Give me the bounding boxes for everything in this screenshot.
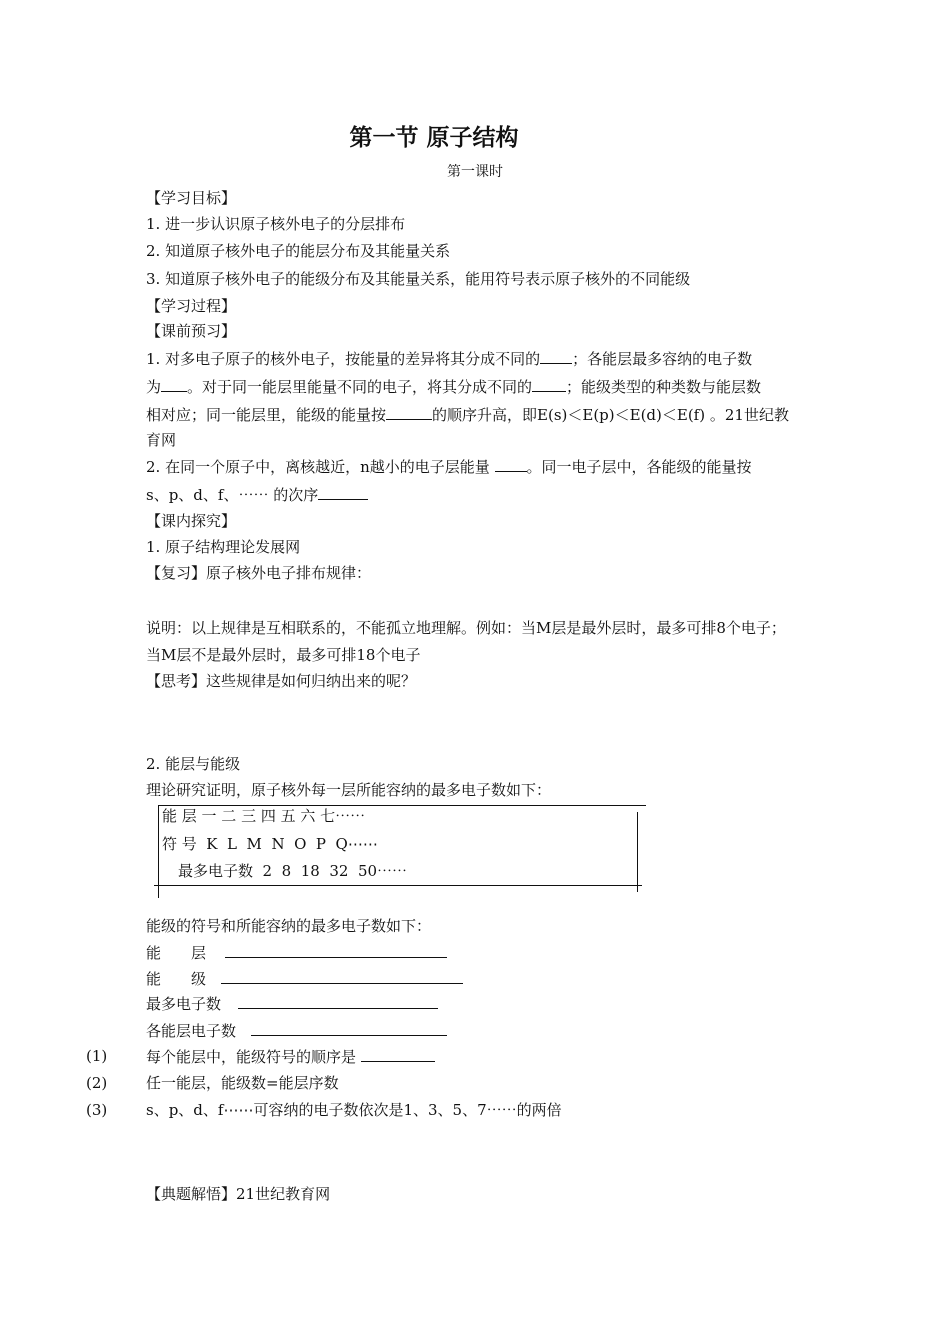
goal-item: 3. 知道原子核外电子的能级分布及其能量关系，能用符号表示原子核外的不同能级 bbox=[146, 270, 691, 288]
preview-text: ；能级类型的种类数与能层数 bbox=[566, 378, 762, 396]
table-row-symbols: 符 号 K L M N O P Q⋯⋯ bbox=[162, 835, 378, 853]
preview-line bbox=[146, 348, 752, 369]
preview-text: 2. 在同一个原子中，离核越近，n越小的电子层能量 bbox=[146, 458, 495, 476]
numbered-item bbox=[146, 1046, 435, 1067]
answer-blank[interactable] bbox=[495, 456, 527, 472]
table-row-max-electrons: 最多电子数 2 8 18 32 50⋯⋯ bbox=[178, 862, 408, 880]
preview-text: 为 bbox=[146, 378, 162, 396]
list-number: (1) bbox=[86, 1047, 108, 1065]
fill-label: 各能层电子数 bbox=[146, 1022, 237, 1040]
explore-item: 1. 原子结构理论发展网 bbox=[146, 538, 301, 556]
fill-row bbox=[146, 993, 438, 1014]
answer-blank[interactable] bbox=[225, 942, 447, 958]
numbered-text: 任一能层，能级数=能层序数 bbox=[146, 1074, 339, 1092]
preview-text: 1. 对多电子原子的核外电子，按能量的差异将其分成不同的 bbox=[146, 350, 541, 368]
answer-blank[interactable] bbox=[251, 1020, 447, 1036]
theory-line: 理论研究证明，原子核外每一层所能容纳的最多电子数如下： bbox=[146, 781, 552, 799]
answer-blank[interactable] bbox=[318, 484, 368, 500]
explore-item: 2. 能层与能级 bbox=[146, 755, 241, 773]
answer-blank[interactable] bbox=[532, 376, 566, 392]
preview-text: 相对应；同一能层里，能级的能量按 bbox=[146, 406, 387, 424]
process-header: 【学习过程】 bbox=[146, 297, 237, 315]
preview-line bbox=[146, 376, 761, 397]
page-title: 第一节 原子结构 bbox=[349, 125, 519, 151]
preview-text: ；各能层最多容纳的电子数 bbox=[572, 350, 753, 368]
fill-row bbox=[146, 1020, 447, 1041]
preview-text: s、p、d、f、⋯⋯ 的次序 bbox=[146, 486, 319, 504]
lesson-subtitle: 第一课时 bbox=[447, 164, 503, 180]
answer-blank[interactable] bbox=[161, 376, 187, 392]
preview-line bbox=[146, 404, 789, 425]
fill-label: 能 级 bbox=[146, 970, 207, 988]
answer-blank[interactable] bbox=[361, 1046, 435, 1062]
answer-blank[interactable] bbox=[221, 968, 463, 984]
preview-text: 。同一电子层中，各能级的能量按 bbox=[526, 458, 752, 476]
fill-row bbox=[146, 968, 463, 989]
preview-line bbox=[146, 484, 368, 505]
fill-label: 能 层 bbox=[146, 944, 207, 962]
preview-header: 【课前预习】 bbox=[146, 322, 237, 340]
answer-blank[interactable] bbox=[238, 993, 438, 1009]
numbered-text: s、p、d、f⋯⋯可容纳的电子数依次是1、3、5、7⋯⋯的两倍 bbox=[146, 1101, 562, 1119]
goals-header: 【学习目标】 bbox=[146, 189, 237, 207]
table-bottom-border bbox=[154, 885, 642, 886]
preview-text: 的顺序升高，即E(s)＜E(p)＜E(d)＜E(f) 。21世纪教 bbox=[432, 406, 789, 424]
explore-header: 【课内探究】 bbox=[146, 512, 237, 530]
list-number: (2) bbox=[86, 1074, 108, 1092]
fill-row bbox=[146, 942, 447, 963]
note-line: 当M层不是最外层时，最多可排18个电子 bbox=[146, 646, 421, 664]
numbered-text: 每个能层中，能级符号的顺序是 bbox=[146, 1048, 361, 1066]
think-line: 【思考】这些规律是如何归纳出来的呢？ bbox=[146, 672, 417, 690]
list-number: (3) bbox=[86, 1101, 108, 1119]
answer-blank[interactable] bbox=[386, 404, 432, 420]
example-header: 【典题解悟】21世纪教育网 bbox=[146, 1185, 331, 1203]
goal-item: 1. 进一步认识原子核外电子的分层排布 bbox=[146, 215, 406, 233]
preview-text: 。对于同一能层里能量不同的电子，将其分成不同的 bbox=[187, 378, 533, 396]
preview-text: 育网 bbox=[146, 431, 177, 449]
table-row-shells: 能 层 一 二 三 四 五 六 七⋯⋯ bbox=[162, 807, 366, 825]
answer-blank[interactable] bbox=[540, 348, 572, 364]
levels-intro: 能级的符号和所能容纳的最多电子数如下： bbox=[146, 917, 432, 935]
preview-line bbox=[146, 456, 752, 477]
fill-label: 最多电子数 bbox=[146, 995, 222, 1013]
goal-item: 2. 知道原子核外电子的能层分布及其能量关系 bbox=[146, 242, 451, 260]
table-right-border bbox=[637, 812, 638, 892]
note-line: 说明：以上规律是互相联系的，不能孤立地理解。例如：当M层是最外层时，最多可排8个电子； bbox=[146, 619, 786, 637]
review-line: 【复习】原子核外电子排布规律： bbox=[146, 564, 372, 582]
